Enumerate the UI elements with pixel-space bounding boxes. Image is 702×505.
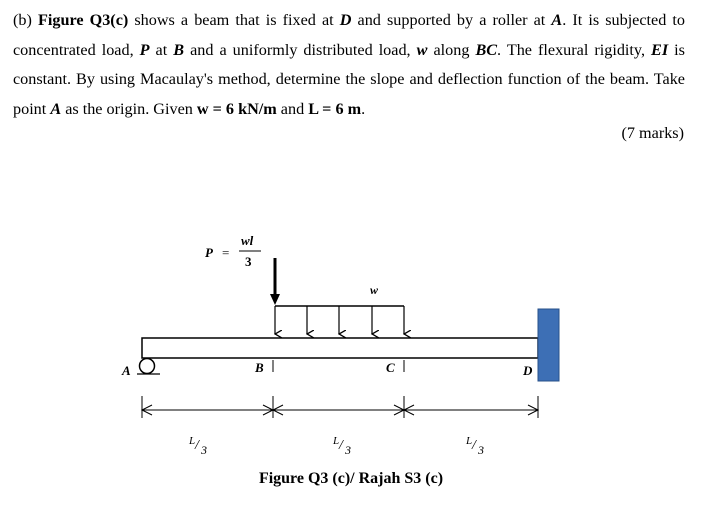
segment-bc-ref: BC	[475, 40, 498, 59]
figure-caption: Figure Q3 (c)/ Rajah S3 (c)	[258, 470, 444, 487]
span-denominator: 3	[345, 443, 351, 457]
roller-support	[140, 359, 155, 374]
point-b-label: B	[255, 360, 264, 375]
udl-label: w	[370, 283, 379, 297]
load-denominator: 3	[245, 254, 252, 269]
point-a-ref: A	[551, 11, 563, 29]
text-run: along	[427, 40, 476, 59]
text-run: and a uniformly distributed load,	[184, 40, 417, 59]
dimension-line	[142, 396, 538, 418]
point-load-arrow	[270, 258, 280, 305]
span-label-bc	[332, 435, 351, 457]
beam	[142, 338, 538, 358]
ei-ref: EI	[651, 40, 669, 59]
span-numerator: L	[189, 435, 196, 447]
fixed-support	[538, 309, 559, 381]
text-run: .	[361, 99, 366, 118]
load-equals: =	[222, 245, 230, 260]
load-p-symbol: P	[205, 245, 213, 260]
text-run: and supported by a roller at	[351, 11, 552, 29]
marks-label: (7 marks)	[621, 124, 684, 142]
load-numerator: wl	[241, 233, 254, 248]
udl-arrows	[275, 306, 404, 334]
point-a-ref-2: A	[50, 99, 62, 118]
span-slash: /	[339, 438, 343, 453]
span-label-cd	[465, 435, 484, 457]
span-slash: /	[195, 438, 199, 453]
text-run: as the origin. Given	[61, 99, 197, 118]
point-a-label: A	[122, 363, 131, 378]
given-l: L = 6 m	[308, 99, 362, 118]
span-slash: /	[472, 438, 476, 453]
text-run: is constant. By using Macaulay's method, determine the slope and deflection function of the beam. Take point	[13, 40, 685, 118]
text-run: . The flexural rigidity,	[497, 40, 652, 59]
span-denominator: 3	[201, 443, 207, 457]
point-b-ref: B	[173, 40, 185, 59]
text-run: . It is subjected to concentrated load,	[13, 11, 686, 59]
load-p-ref: P	[139, 40, 150, 59]
span-denominator: 3	[478, 443, 484, 457]
point-d-label: D	[523, 363, 533, 378]
text-run: and	[276, 99, 309, 118]
point-c-label: C	[386, 360, 395, 375]
figure-reference: Figure Q3(c)	[37, 11, 129, 29]
point-load-label	[205, 233, 261, 269]
span-numerator: L	[466, 435, 473, 447]
point-d-ref: D	[339, 11, 352, 29]
span-numerator: L	[333, 435, 340, 447]
text-run: shows a beam that is fixed at	[128, 11, 340, 29]
udl-w-ref: w	[416, 40, 428, 59]
span-label-ab	[188, 435, 207, 457]
text-run: at	[149, 40, 174, 59]
given-w: w = 6 kN/m	[196, 99, 277, 118]
section-ticks	[273, 360, 404, 372]
question-label: (b)	[13, 11, 32, 29]
